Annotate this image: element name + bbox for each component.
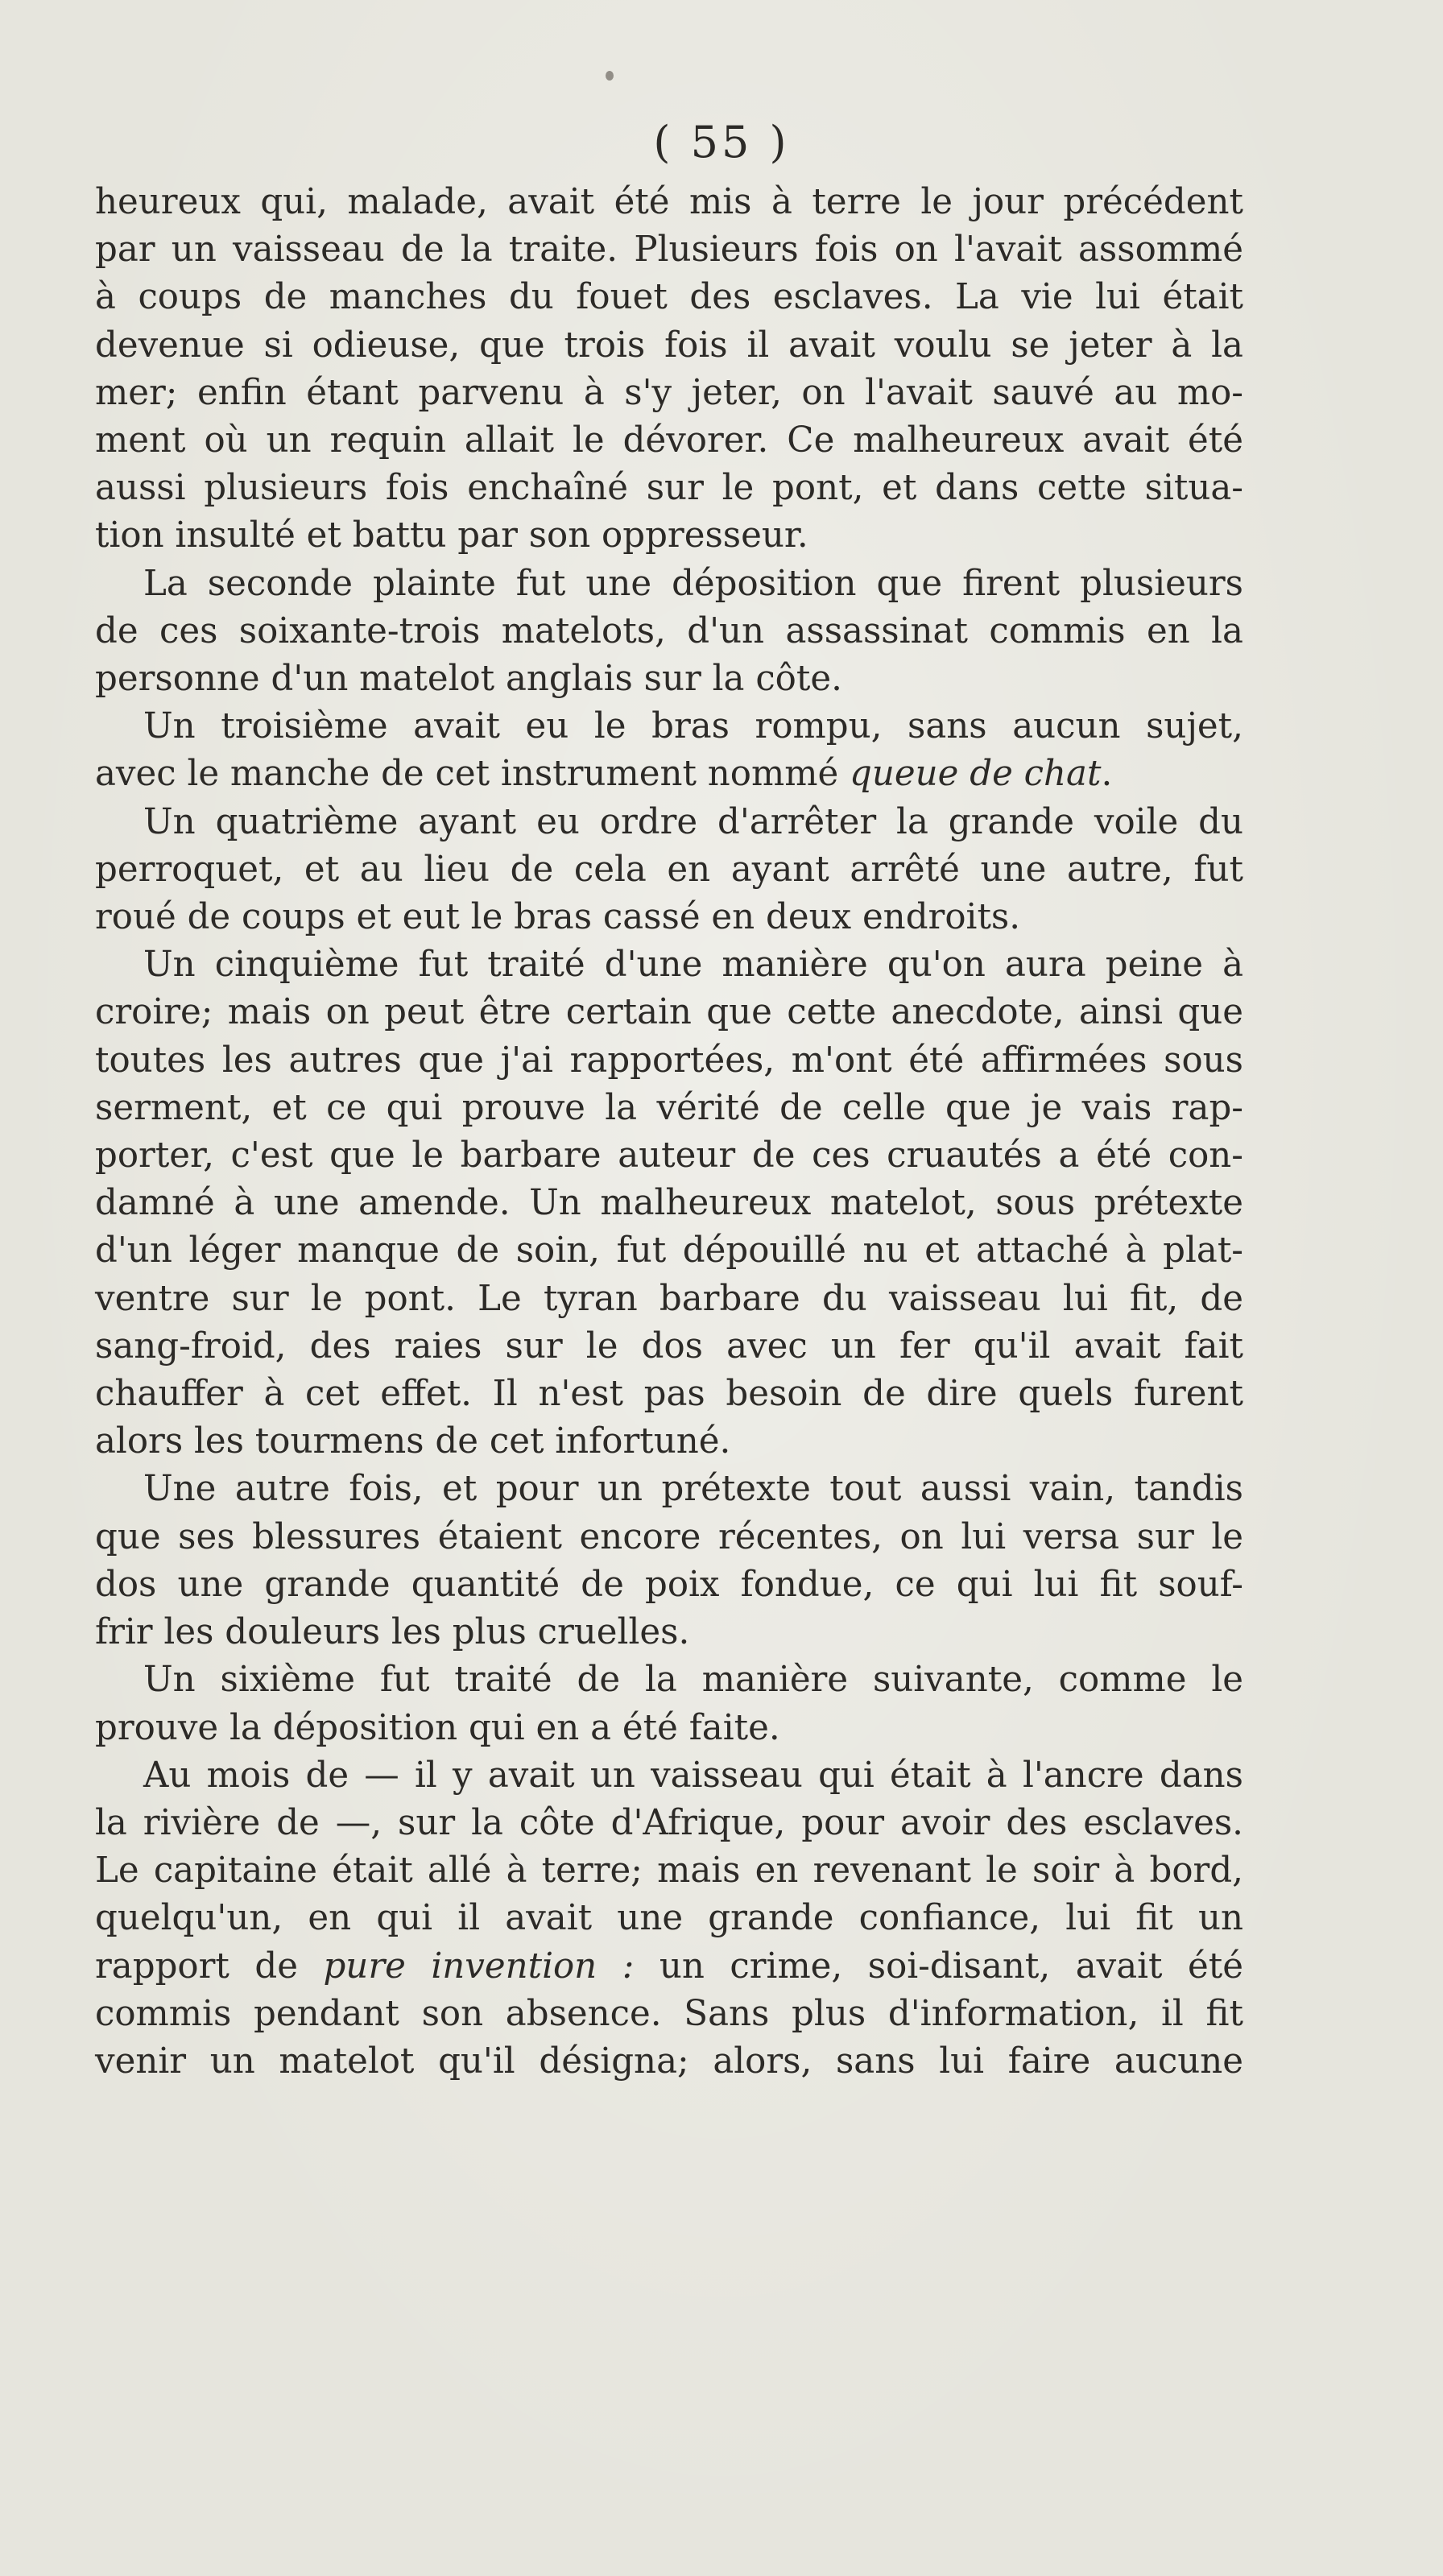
text-line: commis pendant son absence. Sans plus d'information, il fit: [95, 1993, 1243, 2034]
page-number: ( 55 ): [653, 117, 790, 167]
text-line: Un quatrième ayant eu ordre d'arrêter la grande voile du: [143, 801, 1243, 842]
text-line: croire; mais on peut être certain que cette anecdote, ainsi que: [95, 992, 1243, 1033]
text-line: serment, et ce qui prouve la vérité de celle que je vais rap-: [95, 1087, 1243, 1128]
text-line: d'un léger manque de soin, fut dépouillé nu et attaché à plat-: [95, 1230, 1243, 1271]
text-line: que ses blessures étaient encore récentes, on lui versa sur le: [95, 1516, 1243, 1557]
text-line: prouve la déposition qui en a été faite.: [95, 1707, 780, 1748]
text-line: dos une grande quantité de poix fondue, ce qui lui fit souf-: [95, 1564, 1243, 1605]
text-line: damné à une amende. Un malheureux matelot, sous prétexte: [95, 1183, 1243, 1224]
text-line: roué de coups et eut le bras cassé en deux endroits.: [95, 897, 1021, 938]
text-line: Le capitaine était allé à terre; mais en revenant le soir à bord,: [95, 1850, 1243, 1892]
text-line: Au mois de — il y avait un vaisseau qui était à l'ancre dans: [143, 1755, 1243, 1796]
text-line: Un sixième fut traité de la manière suivante, comme le: [143, 1660, 1243, 1701]
text-line: ventre sur le pont. Le tyran barbare du vaisseau lui fit, de: [95, 1278, 1243, 1319]
text-line: frir les douleurs les plus cruelles.: [95, 1612, 690, 1653]
text-line: aussi plusieurs fois enchaîné sur le pont, et dans cette situa-: [95, 468, 1243, 509]
text-line: la rivière de —, sur la côte d'Afrique, pour avoir des esclaves.: [95, 1802, 1243, 1843]
line-text-before: rapport de: [95, 1945, 324, 1987]
line-text-before: avec le manche de cet instrument nommé: [95, 754, 850, 795]
text-line: ment où un requin allait le dévorer. Ce malheureux avait été: [95, 420, 1243, 461]
text-line: Un troisième avait eu le bras rompu, sans aucun sujet,: [143, 706, 1243, 747]
text-line: Une autre fois, et pour un prétexte tout aussi vain, tandis: [143, 1469, 1243, 1510]
italic-term: pure invention :: [323, 1945, 635, 1987]
line-text-after: un crime, soi-disant, avait été: [634, 1945, 1243, 1987]
text-line: sang-froid, des raies sur le dos avec un fer qu'il avait fait: [95, 1325, 1243, 1367]
text-line: personne d'un matelot anglais sur la côte.: [95, 659, 842, 700]
text-line: alors les tourmens de cet infortuné.: [95, 1421, 731, 1462]
text-line: quelqu'un, en qui il avait une grande confiance, lui fit un: [95, 1898, 1243, 1939]
text-line: par un vaisseau de la traite. Plusieurs fois on l'avait assommé: [95, 229, 1243, 271]
text-line: tion insulté et battu par son oppresseur.: [95, 515, 808, 556]
body-text: [95, 179, 1243, 2086]
text-line: mer; enfin étant parvenu à s'y jeter, on l'avait sauvé au mo-: [95, 372, 1243, 413]
ink-speck: [606, 71, 614, 81]
text-line: toutes les autres que j'ai rapportées, m'ont été affirmées sous: [95, 1040, 1243, 1081]
italic-term: queue de chat: [850, 754, 1102, 795]
text-line: Un cinquième fut traité d'une manière qu'on aura peine à: [143, 945, 1243, 986]
text-line: de ces soixante-trois matelots, d'un assassinat commis en la: [95, 610, 1243, 651]
text-line: heureux qui, malade, avait été mis à terre le jour précédent: [95, 182, 1243, 222]
text-line: porter, c'est que le barbare auteur de ces cruautés a été con-: [95, 1135, 1243, 1176]
text-line: perroquet, et au lieu de cela en ayant arrêté une autre, fut: [95, 849, 1243, 890]
text-line: La seconde plainte fut une déposition que firent plusieurs: [143, 563, 1243, 604]
text-line-with-italic: [95, 1943, 1243, 1991]
line-text-after: .: [1101, 754, 1113, 795]
text-line: devenue si odieuse, que trois fois il avait voulu se jeter à la: [95, 325, 1243, 366]
text-line-with-italic: [95, 750, 1243, 798]
text-line: à coups de manches du fouet des esclaves. La vie lui était: [95, 277, 1243, 318]
text-line: venir un matelot qu'il désigna; alors, sans lui faire aucune: [95, 2041, 1243, 2082]
text-line: chauffer à cet effet. Il n'est pas besoin de dire quels furent: [95, 1374, 1243, 1415]
